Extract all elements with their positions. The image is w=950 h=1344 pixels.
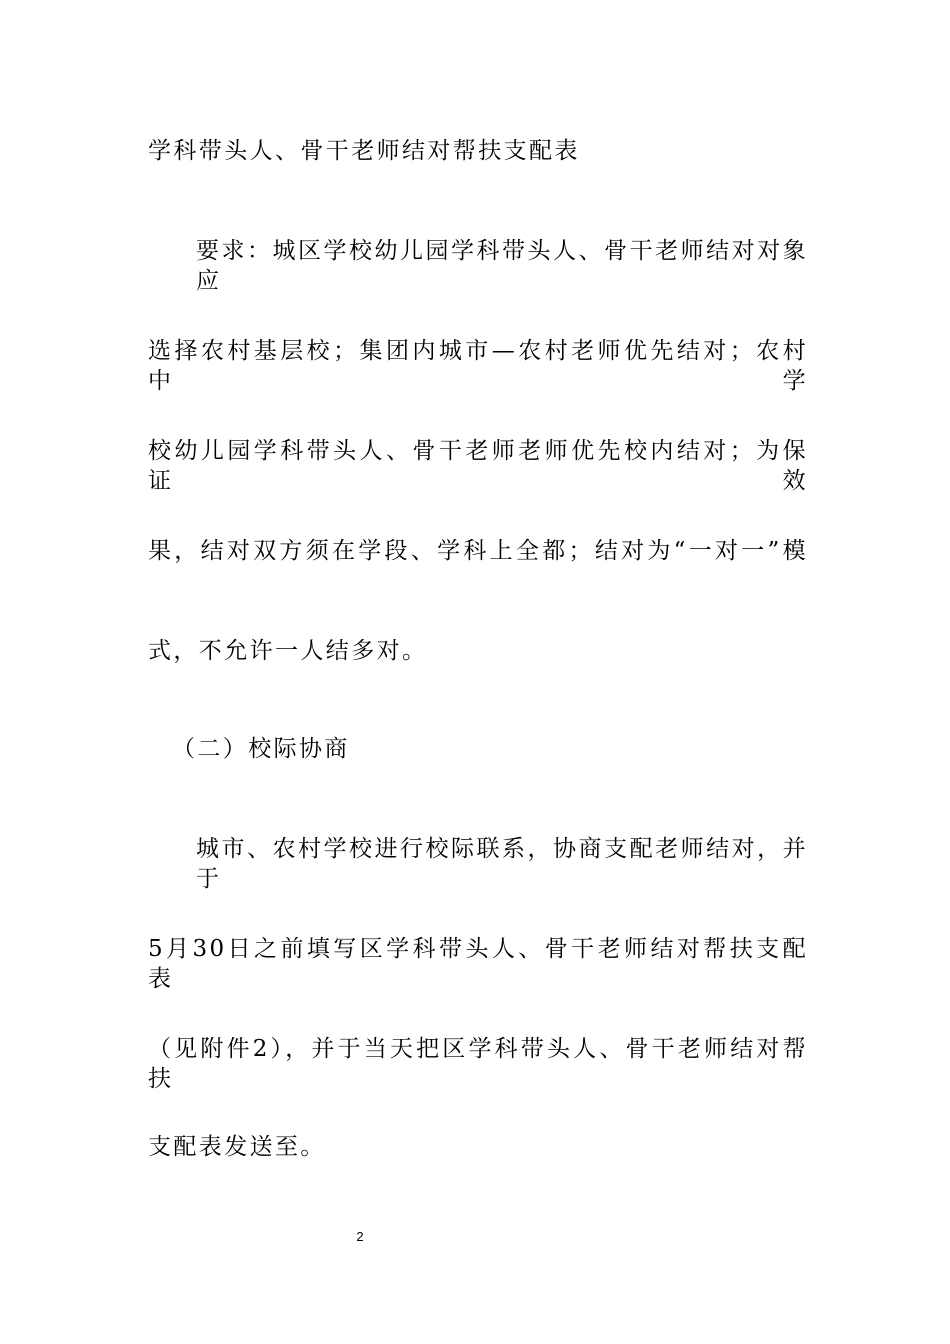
paragraph-line-10: 支配表发送至。 — [148, 1134, 326, 1160]
paragraph-line-8: 5月30日之前填写区学科带头人、骨干老师结对帮扶支配表 — [148, 936, 808, 992]
paragraph-line-3: 选择农村基层校；集团内城市—农村老师优先结对；农村中学 — [148, 338, 808, 394]
page-number: 2 — [356, 1229, 364, 1244]
paragraph-line-5: 果，结对双方须在学段、学科上全都；结对为“一对一”模 — [148, 538, 808, 564]
paragraph-line-9: （见附件2），并于当天把区学科带头人、骨干老师结对帮扶 — [148, 1036, 808, 1092]
paragraph-line-4: 校幼儿园学科带头人、骨干老师老师优先校内结对；为保证效 — [148, 438, 808, 494]
paragraph-line-7: 城市、农村学校进行校际联系，协商支配老师结对，并于 — [196, 836, 808, 892]
paragraph-line-6: 式，不允许一人结多对。 — [148, 638, 428, 664]
paragraph-line-1: 学科带头人、骨干老师结对帮扶支配表 — [148, 138, 580, 164]
section-heading: （二）校际协商 — [172, 736, 350, 762]
paragraph-line-2: 要求：城区学校幼儿园学科带头人、骨干老师结对对象应 — [196, 238, 808, 294]
